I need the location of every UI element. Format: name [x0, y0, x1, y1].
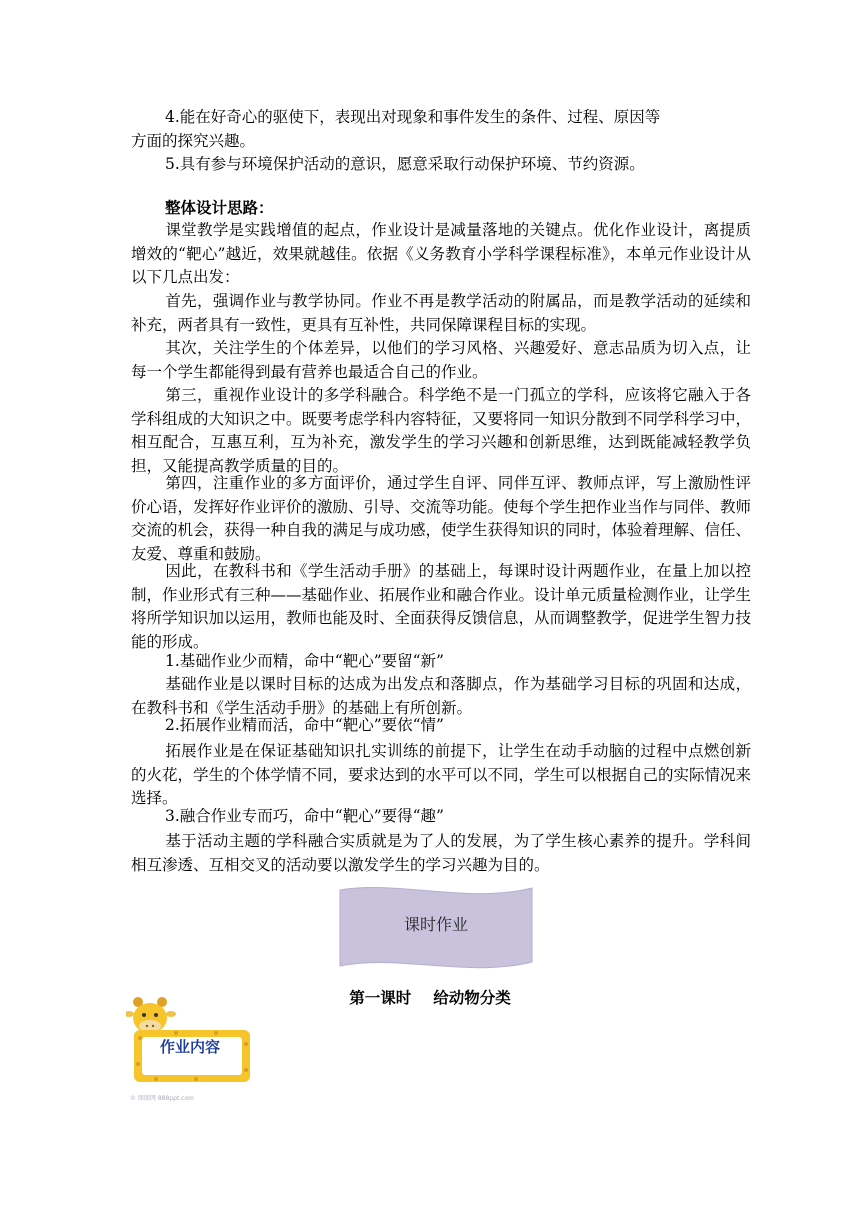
goal-4-line2: 方面的探究兴趣。 [131, 132, 256, 150]
design-therefore: 因此，在教科书和《学生活动手册》的基础上，每课时设计两题作业，在量上加以控制，作业形式有三种——基础作业、拓展作业和融合作业。设计单元质量检测作业，让学生将所学知识加以运用，教师也能及时、全面获得反馈信息，从而调整教学，促进学生智力技能的形成。 [131, 562, 752, 651]
design-first: 首先，强调作业与教学协同。作业不再是教学活动的附属品，而是教学活动的延续和补充，两者具有一致性，更具有互补性，共同保障课程目标的实现。 [131, 292, 751, 334]
homework-content-label: 作业内容 [159, 1038, 220, 1056]
design-third: 第三，重视作业设计的多学科融合。科学绝不是一门孤立的学科，应该将它融入于各学科组成的大知识之中。既要考虑学科内容特征，又要将同一知识分散到不同学科学习中，相互配合，互惠互利，互为补充，激发学生的学习兴趣和创新思维，达到既能减轻教学负担，又能提高教学质量的目的。 [131, 386, 752, 475]
design-fourth: 第四，注重作业的多方面评价，通过学生自评、同伴互评、教师点评，写上激励性评价心语，发挥好作业评价的激励、引导、交流等功能。使每个学生把作业当作与同伴、教师交流的机会，获得一种自我的满足与成功感，使学生获得知识的同时，体验着理解、信任、友爱、尊重和鼓励。 [131, 474, 752, 563]
watermark: © 图图网 888ppt.com [130, 1095, 194, 1102]
design-heading: 整体设计思路： [165, 199, 274, 217]
extend-homework-text: 拓展作业是在保证基础知识扎实训练的前提下，让学生在动手动脑的过程中点燃创新的火花，学生的个体学情不同，要求达到的水平可以不同，学生可以根据自己的实际情况来选择。 [131, 742, 752, 807]
fusion-homework-title: 3.融合作业专而巧，命中“靶心”要得“趣” [165, 807, 444, 825]
lesson-number: 第一课时 [349, 989, 412, 1007]
design-intro: 课堂教学是实践增值的起点，作业设计是减量落地的关键点。优化作业设计，离提质增效的“靶心”越近，效果就越佳。依据《义务教育小学科学课程标准》，本单元作业设计从以下几点出发： [131, 221, 751, 286]
goal-5: 5.具有参与环境保护活动的意识，愿意采取行动保护环境、节约资源。 [165, 155, 645, 173]
basic-homework-title: 1.基础作业少而精，命中“靶心”要留“新” [165, 652, 444, 670]
basic-homework-text: 基础作业是以课时目标的达成为出发点和落脚点，作为基础学习目标的巩固和达成，在教科书和《学生活动手册》的基础上有所创新。 [131, 675, 751, 717]
goal-4-line1: 4.能在好奇心的驱使下，表现出对现象和事件发生的条件、过程、原因等 [165, 108, 661, 126]
banner-label: 课时作业 [403, 915, 468, 934]
extend-homework-title: 2.拓展作业精而活，命中“靶心”要依“情” [165, 716, 444, 734]
lesson-name: 给动物分类 [433, 989, 511, 1007]
fusion-homework-text: 基于活动主题的学科融合实质就是为了人的发展，为了学生核心素养的提升。学科间相互渗透、互相交叉的活动要以激发学生的学习兴趣为目的。 [131, 832, 751, 874]
design-second: 其次，关注学生的个体差异，以他们的学习风格、兴趣爱好、意志品质为切入点，让每一个学生都能得到最有营养也最适合自己的作业。 [131, 339, 751, 381]
